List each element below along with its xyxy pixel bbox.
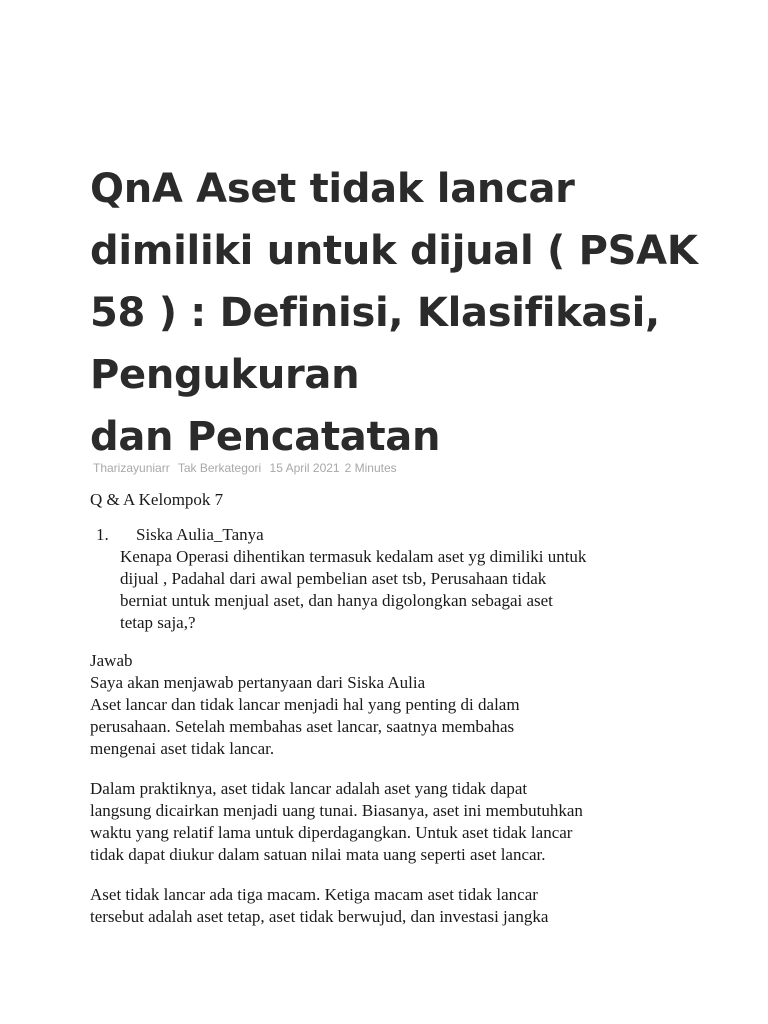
answer-line: Jawab xyxy=(90,651,133,670)
answer-line: Dalam praktiknya, aset tidak lancar adalah aset yang tidak dapat xyxy=(90,779,528,798)
question-header xyxy=(90,524,710,546)
question-line: Kenapa Operasi dihentikan termasuk kedalam aset yg dimiliki untuk xyxy=(120,547,587,566)
answer-paragraph-2 xyxy=(90,778,710,866)
answer-line: tidak dapat diukur dalam satuan nilai mata uang seperti aset lancar. xyxy=(90,845,546,864)
title-line: dimiliki untuk dijual ( PSAK xyxy=(90,228,698,274)
question-line: dijual , Padahal dari awal pembelian aset tsb, Perusahaan tidak xyxy=(120,569,547,588)
answer-paragraph-3 xyxy=(90,884,710,928)
answer-line: tersebut adalah aset tetap, aset tidak berwujud, dan investasi jangka xyxy=(90,907,549,926)
question-text xyxy=(120,546,710,634)
question-line: tetap saja,? xyxy=(120,613,196,632)
answer-line: Saya akan menjawab pertanyaan dari Siska Aulia xyxy=(90,673,426,692)
title-line: Pengukuran xyxy=(90,352,360,398)
author-link[interactable]: Tharizayuniarr xyxy=(93,461,170,475)
answer-paragraph-1 xyxy=(90,650,710,760)
category-link[interactable]: Tak Berkategori xyxy=(177,461,262,475)
post-date[interactable]: 15 April 2021 xyxy=(269,461,340,475)
title-line: 58 ) : Definisi, Klasifikasi, xyxy=(90,290,660,336)
answer-line: Aset tidak lancar ada tiga macam. Ketiga macam aset tidak lancar xyxy=(90,885,538,904)
article-meta xyxy=(93,461,402,475)
title-line: QnA Aset tidak lancar xyxy=(90,166,575,212)
answer-section xyxy=(90,650,710,946)
question-item xyxy=(90,524,710,634)
title-line: dan Pencatatan xyxy=(90,414,441,460)
answer-line: langsung dicairkan menjadi uang tunai. Biasanya, aset ini membutuhkan xyxy=(90,801,583,820)
question-line: berniat untuk menjual aset, dan hanya digolongkan sebagai aset xyxy=(120,591,553,610)
question-asker: Siska Aulia_Tanya xyxy=(136,525,264,544)
question-number: 1. xyxy=(96,525,109,544)
answer-line: mengenai aset tidak lancar. xyxy=(90,739,275,758)
answer-line: Aset lancar dan tidak lancar menjadi hal yang penting di dalam xyxy=(90,695,520,714)
read-time: 2 Minutes xyxy=(344,461,397,475)
article-title xyxy=(90,158,698,468)
answer-line: waktu yang relatif lama untuk diperdagangkan. Untuk aset tidak lancar xyxy=(90,823,573,842)
answer-line: perusahaan. Setelah membahas aset lancar, saatnya membahas xyxy=(90,717,515,736)
group-title: Q & A Kelompok 7 xyxy=(90,490,224,509)
